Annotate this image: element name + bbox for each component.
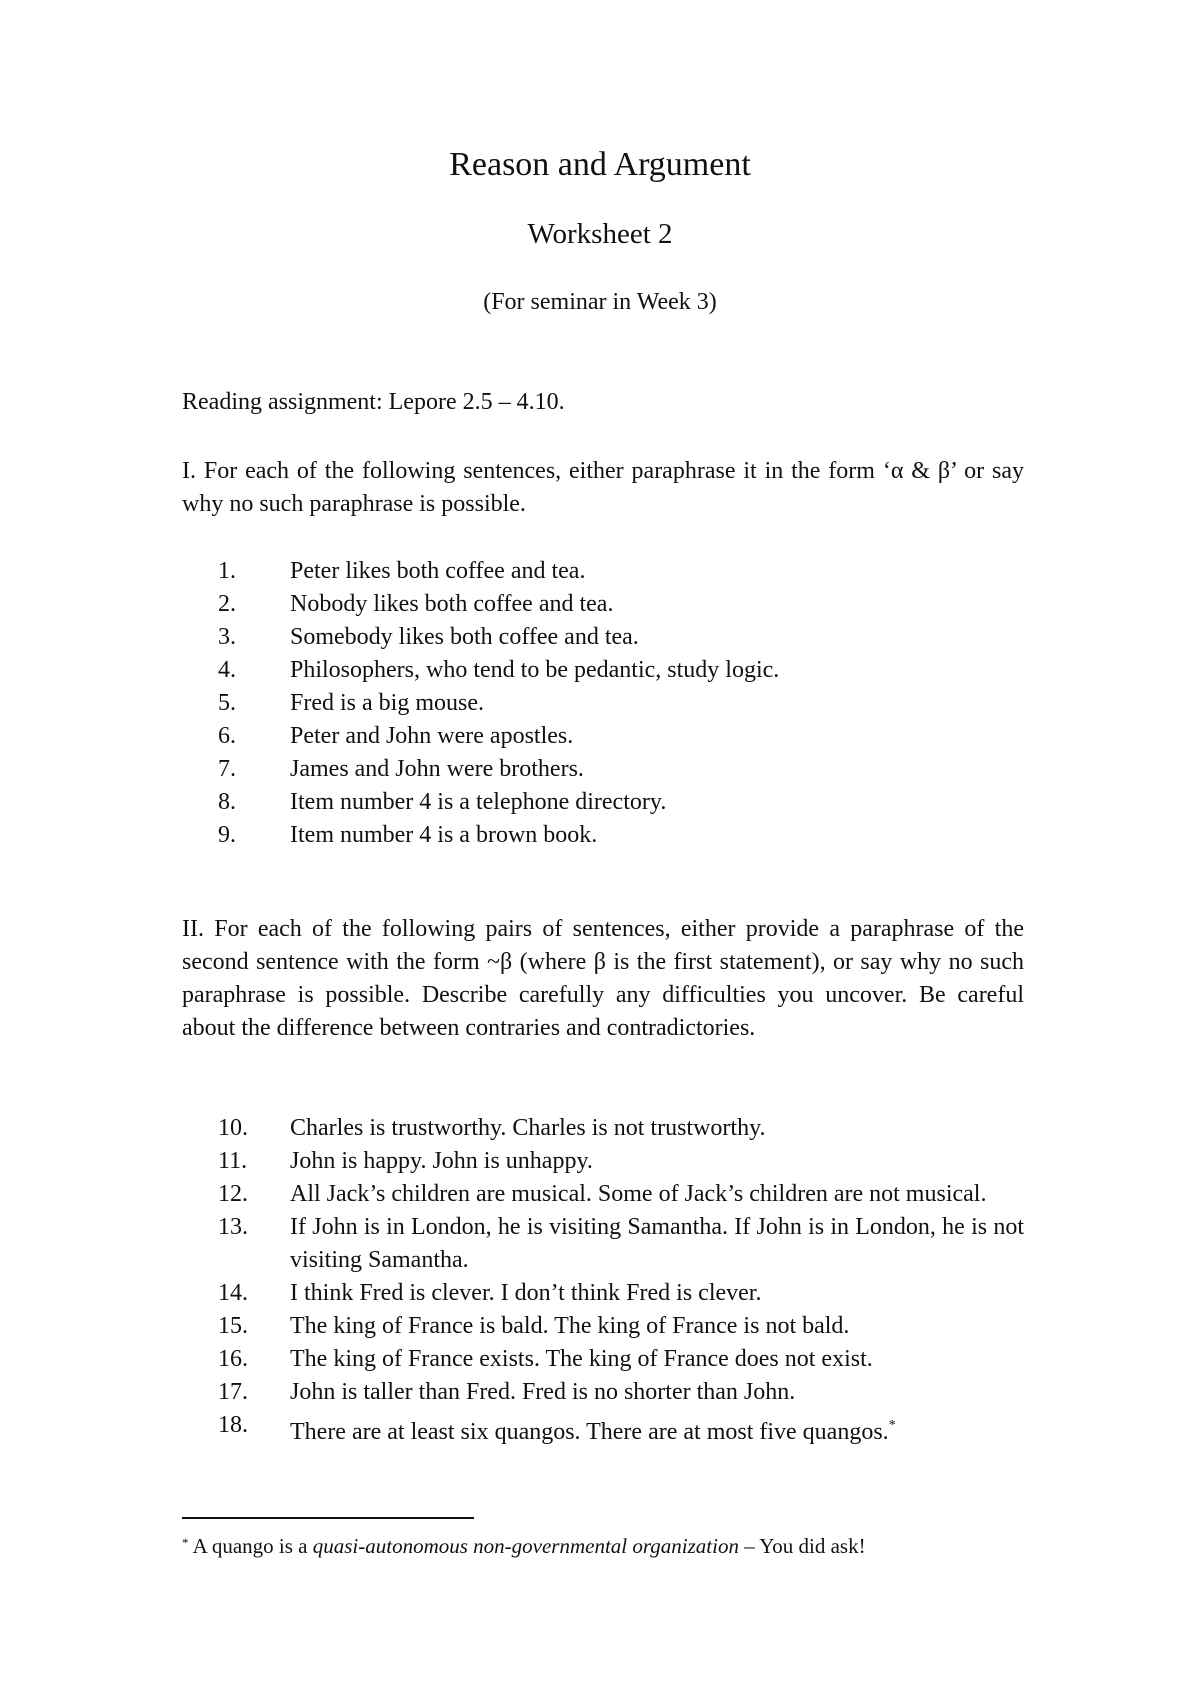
item-number: 2. <box>218 591 236 617</box>
list-item <box>182 621 1024 654</box>
item-text-content: There are at least six quangos. There are at most five quangos. <box>290 1419 889 1445</box>
item-number: 8. <box>218 789 236 815</box>
item-text: Nobody likes both coffee and tea. <box>290 591 614 617</box>
item-number: 14. <box>218 1280 248 1306</box>
item-number: 7. <box>218 756 236 782</box>
section-1-intro: I. For each of the following sentences, either paraphrase it in the form ‘α & β’ or say why no such paraphrase is possible. <box>182 458 1024 517</box>
item-text: All Jack’s children are musical. Some of Jack’s children are not musical. <box>290 1181 987 1207</box>
list-item <box>182 1376 1024 1409</box>
item-text: John is taller than Fred. Fred is no shorter than John. <box>290 1379 796 1405</box>
item-text: Fred is a big mouse. <box>290 690 484 716</box>
item-text: Peter and John were apostles. <box>290 723 574 749</box>
list-item <box>182 1112 1024 1145</box>
item-text: Philosophers, who tend to be pedantic, study logic. <box>290 657 780 683</box>
section-1-list <box>182 555 1024 852</box>
item-number: 5. <box>218 690 236 716</box>
item-number: 12. <box>218 1181 248 1207</box>
list-item <box>182 588 1024 621</box>
item-number: 17. <box>218 1379 248 1405</box>
item-text: John is happy. John is unhappy. <box>290 1148 593 1174</box>
item-number: 4. <box>218 657 236 683</box>
list-item <box>182 1343 1024 1376</box>
item-number: 18. <box>218 1412 248 1438</box>
list-item <box>182 555 1024 588</box>
item-text: If John is in London, he is visiting Samantha. If John is in London, he is not visiting Samantha. <box>290 1214 1024 1273</box>
footnote <box>182 1534 866 1559</box>
worksheet-subtitle: Worksheet 2 <box>527 218 673 250</box>
item-number: 1. <box>218 558 236 584</box>
list-item <box>182 1211 1024 1277</box>
item-number: 3. <box>218 624 236 650</box>
item-text: The king of France is bald. The king of France is not bald. <box>290 1313 850 1339</box>
section-2-list <box>182 1112 1024 1449</box>
list-item <box>182 819 1024 852</box>
item-text: Item number 4 is a telephone directory. <box>290 789 667 815</box>
item-text: Somebody likes both coffee and tea. <box>290 624 639 650</box>
item-number: 10. <box>218 1115 248 1141</box>
item-text: I think Fred is clever. I don’t think Fred is clever. <box>290 1280 762 1306</box>
section-2-intro: II. For each of the following pairs of sentences, either provide a paraphrase of the second sentence with the form ~β (where β is the first statement), or say why no such paraphrase is possible. Describe carefully any difficulties you uncover. Be careful about the difference between contraries and contradictories. <box>182 916 1024 1041</box>
item-number: 11. <box>218 1148 248 1174</box>
list-item <box>182 654 1024 687</box>
footnote-reference[interactable]: * <box>888 1418 896 1433</box>
item-number: 13. <box>218 1214 248 1240</box>
footnote-italic-term: quasi-autonomous non-governmental organization <box>312 1534 739 1558</box>
item-text: Peter likes both coffee and tea. <box>290 558 586 584</box>
item-text: Charles is trustworthy. Charles is not trustworthy. <box>290 1115 766 1141</box>
item-number: 15. <box>218 1313 248 1339</box>
item-text: James and John were brothers. <box>290 756 584 782</box>
list-item <box>182 1277 1024 1310</box>
list-item <box>182 753 1024 786</box>
list-item <box>182 1409 1024 1449</box>
list-item <box>182 720 1024 753</box>
footnote-prefix: A quango is a <box>188 1534 313 1558</box>
footnote-marker: * <box>182 1535 189 1550</box>
page-title: Reason and Argument <box>449 146 751 183</box>
item-number: 6. <box>218 723 236 749</box>
footnote-suffix: – You did ask! <box>738 1534 866 1558</box>
footnote-divider <box>182 1517 474 1519</box>
list-item <box>182 687 1024 720</box>
list-item <box>182 1310 1024 1343</box>
item-text: The king of France exists. The king of France does not exist. <box>290 1346 873 1372</box>
item-text <box>290 1409 1024 1449</box>
list-item <box>182 1178 1024 1211</box>
list-item <box>182 786 1024 819</box>
item-number: 9. <box>218 822 236 848</box>
reading-assignment: Reading assignment: Lepore 2.5 – 4.10. <box>182 389 565 415</box>
item-text: Item number 4 is a brown book. <box>290 822 598 848</box>
list-item <box>182 1145 1024 1178</box>
item-number: 16. <box>218 1346 248 1372</box>
seminar-note: (For seminar in Week 3) <box>483 289 717 315</box>
